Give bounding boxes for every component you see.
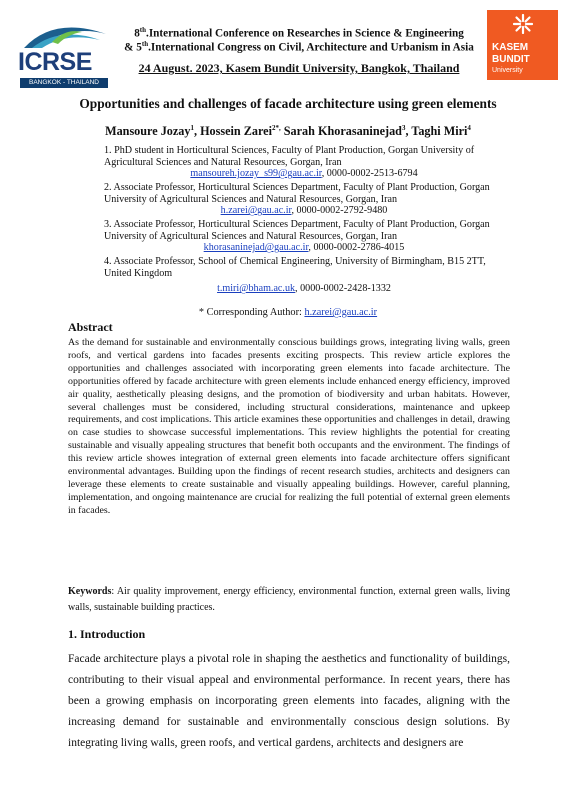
paper-title: Opportunities and challenges of facade architecture using green elements <box>79 96 497 111</box>
email-link[interactable]: t.miri@bham.ac.uk <box>217 283 296 295</box>
keywords: Keywords: Air quality improvement, energy efficiency, environmental function, external green walls, living walls, sustainable building practices. <box>68 586 510 613</box>
conference-line-1: 8th.International Conference on Researches in Science & Engineering <box>134 26 464 40</box>
affiliation-1: 1. PhD student in Horticultural Sciences, Faculty of Plant Production, Gorgan University of Agricultural Sciences and Natural Resources, Gorgan, Iran mansoureh.jozay_s99@gau.ac.ir, 0000-0002-2513-6794 <box>104 145 475 180</box>
author-list: Mansoure Jozay$^1$, Hossein Zarei$^{2*,}$ Sarah Khorasaninejad$^3$, Taghi Miri$^4$ <box>105 124 471 139</box>
email-link[interactable]: khorasaninejad@gau.ac.ir <box>203 242 309 254</box>
icrse-logo <box>14 12 114 90</box>
author-name: Hossein Zarei <box>200 124 272 139</box>
kasem-logo-line-2: BUNDIT <box>492 54 530 65</box>
intro-body: Facade architecture plays a pivotal role in shaping the aesthetics and functionality of buildings, contributing to their visual appeal and environmental performance. In recent years, there has been a growing emphasis on incorporating green elements into facades, aligning with the increasing demand for sustainable and environmentally conscious design solutions. By integrating living walls, green roofs, and vertical gardens, architects and designers are <box>68 653 510 749</box>
intro-heading: 1. Introduction <box>68 627 146 641</box>
email-link[interactable]: mansoureh.jozay_s99@gau.ac.ir <box>190 168 322 180</box>
abstract-heading: Abstract <box>68 320 113 334</box>
email-link[interactable]: h.zarei@gau.ac.ir <box>304 307 378 318</box>
kasem-logo-line-1: KASEM <box>492 42 529 53</box>
author-name: Mansoure Jozay <box>105 124 191 139</box>
kasem-bundit-logo <box>487 10 558 80</box>
conference-date: 24 August. 2023, Kasem Bundit University, Bangkok, Thailand <box>138 61 460 75</box>
corresponding-author: * Corresponding Author: h.zarei@gau.ac.ir <box>198 307 378 318</box>
kasem-logo-line-3: University <box>492 67 523 74</box>
icrse-logo-band: BANGKOK - THAILAND <box>20 78 108 88</box>
kasem-bundit-star-icon <box>513 14 533 34</box>
conference-line-2: & 5th.International Congress on Civil, Architecture and Urbanism in Asia <box>124 40 474 54</box>
email-link[interactable]: h.zarei@gau.ac.ir <box>220 205 292 217</box>
affiliation-2: 2. Associate Professor, Horticultural Sciences Department, Faculty of Plant Production, Gorgan University of Agricultural Sciences and Natural Resources, Gorgan, Iran h.zarei@gau.ac.ir, 0000-0002-2792-9480 <box>104 182 490 217</box>
author-name: Taghi Miri <box>411 124 468 139</box>
icrse-logo-text: ICRSE <box>18 48 92 76</box>
author-name: Sarah Khorasaninejad <box>283 124 402 139</box>
icrse-logo-icon <box>14 12 114 52</box>
affiliation-4: 4. Associate Professor, School of Chemical Engineering, University of Birmingham, B15 2TT, United Kingdom t.miri@bham.ac.uk, 0000-0002-2428-1332 <box>104 256 486 295</box>
abstract-body: As the demand for sustainable and environmentally conscious buildings grows, integrating living walls, green roofs, and vertical gardens into facades presents exciting prospects. This review article explores the opportunities and challenges associated with incorporating green elements into facade architecture. The opportunities offered by facade architecture with green elements include enhanced energy efficiency, improved air quality, aesthetically pleasing designs, and the promotion of biodiversity and urban habitats. However, several challenges must be considered, including structural considerations, maintenance and upkeep requirements, and cost implications. This article examines these opportunities and challenges in detail, drawing on case studies to showcase successful implementations. This review highlights the potential for creating sustainable and visually appealing structures that benefit both occupants and the environment. The findings of this review article showes integration of external green elements into facade architecture offers significant environmental advantages. Building upon the findings of recent research studies, architects and designers can leverage these elements to create sustainable and visually appealing buildings. However, careful planning, implementation, and ongoing maintenance are crucial for realizing the full potential of external green elements in facades. <box>68 337 510 516</box>
affiliation-3: 3. Associate Professor, Horticultural Sciences Department, Faculty of Plant Production, Gorgan University of Agricultural Sciences and Natural Resources, Gorgan, Iran khorasaninejad@gau.ac.ir, 0000-0002-2786-4015 <box>104 219 490 254</box>
